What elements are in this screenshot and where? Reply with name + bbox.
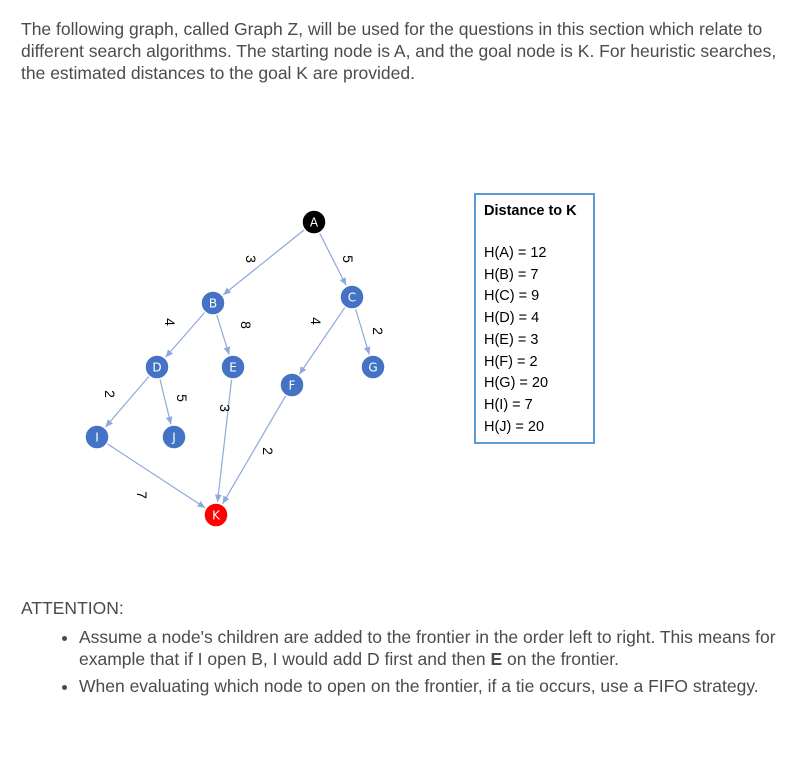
edge-d-i [105, 376, 149, 427]
node-g [361, 355, 385, 379]
edge-weight-b-d: 4 [162, 318, 178, 326]
edge-weight-a-b: 3 [243, 255, 259, 263]
node-label: F [288, 378, 296, 393]
node-label: I [95, 430, 99, 445]
heuristic-item: H(J) = 20 [484, 418, 545, 435]
node-j [162, 425, 186, 449]
attention-list [58, 627, 779, 704]
intro-text: The following graph, called Graph Z, will be used for the questions in this section which relate to different search algorithms. The starting node is A, and the goal node is K. For heuristic searches, the estimated distances to the goal K are provided. [21, 19, 777, 83]
edge-weight-d-j: 5 [174, 394, 190, 402]
graph-nodes [85, 210, 385, 527]
node-label: G [368, 360, 378, 375]
edge-i-k [107, 444, 205, 508]
heuristic-item: H(G) = 20 [484, 375, 549, 392]
node-f [280, 373, 304, 397]
edge-weight-b-e: 8 [238, 321, 254, 329]
heuristic-item: H(E) = 3 [484, 331, 539, 348]
edge-e-k [217, 379, 231, 502]
node-i [85, 425, 109, 449]
heuristic-list [484, 243, 548, 438]
heuristic-table [474, 193, 595, 444]
edge-weight-c-g: 2 [370, 327, 386, 335]
attention-bullet-order [79, 627, 779, 670]
node-c [340, 285, 364, 309]
node-label: E [229, 360, 237, 375]
heuristic-item: H(B) = 7 [484, 266, 539, 283]
bullet-bold-text: E [490, 648, 503, 669]
heuristic-item: H(D) = 4 [484, 310, 540, 327]
node-label: A [309, 215, 319, 230]
node-label: K [212, 508, 220, 523]
node-a [302, 210, 326, 234]
edge-c-g [355, 308, 369, 354]
heuristic-item: H(A) = 12 [484, 245, 547, 261]
node-d [145, 355, 169, 379]
edge-weight-e-k: 3 [217, 404, 233, 412]
edge-weight-d-i: 2 [102, 390, 118, 398]
node-b [201, 291, 225, 315]
node-label: B [208, 296, 218, 311]
attention-heading: ATTENTION: [21, 598, 124, 618]
bullet-text: on the frontier. [502, 648, 619, 669]
node-label: C [347, 290, 357, 305]
node-e [221, 355, 245, 379]
edge-b-e [217, 314, 230, 354]
edge-d-j [160, 379, 171, 425]
node-label: D [152, 360, 162, 375]
heuristic-item: H(I) = 7 [484, 396, 533, 413]
edge-weight-i-k: 7 [134, 491, 150, 499]
edge-weight-c-f: 4 [308, 317, 324, 325]
edge-weight-f-k: 2 [260, 447, 276, 455]
heuristic-item: H(C) = 9 [484, 288, 540, 305]
bullet-text: Assume a node's children are added to the frontier in the order left to right. This means for example that if I open B, I would add D first and then [79, 627, 776, 669]
heuristic-item: H(F) = 2 [484, 353, 538, 370]
attention-bullet-tie: • When evaluating which node to open on the frontier, if a tie occurs, use a FIFO strategy. [79, 676, 779, 698]
edge-a-b [223, 230, 304, 295]
edge-weight-a-c: 5 [340, 255, 356, 263]
node-label: J [172, 430, 176, 445]
heuristic-title: Distance to K [484, 203, 577, 219]
node-k [204, 503, 228, 527]
